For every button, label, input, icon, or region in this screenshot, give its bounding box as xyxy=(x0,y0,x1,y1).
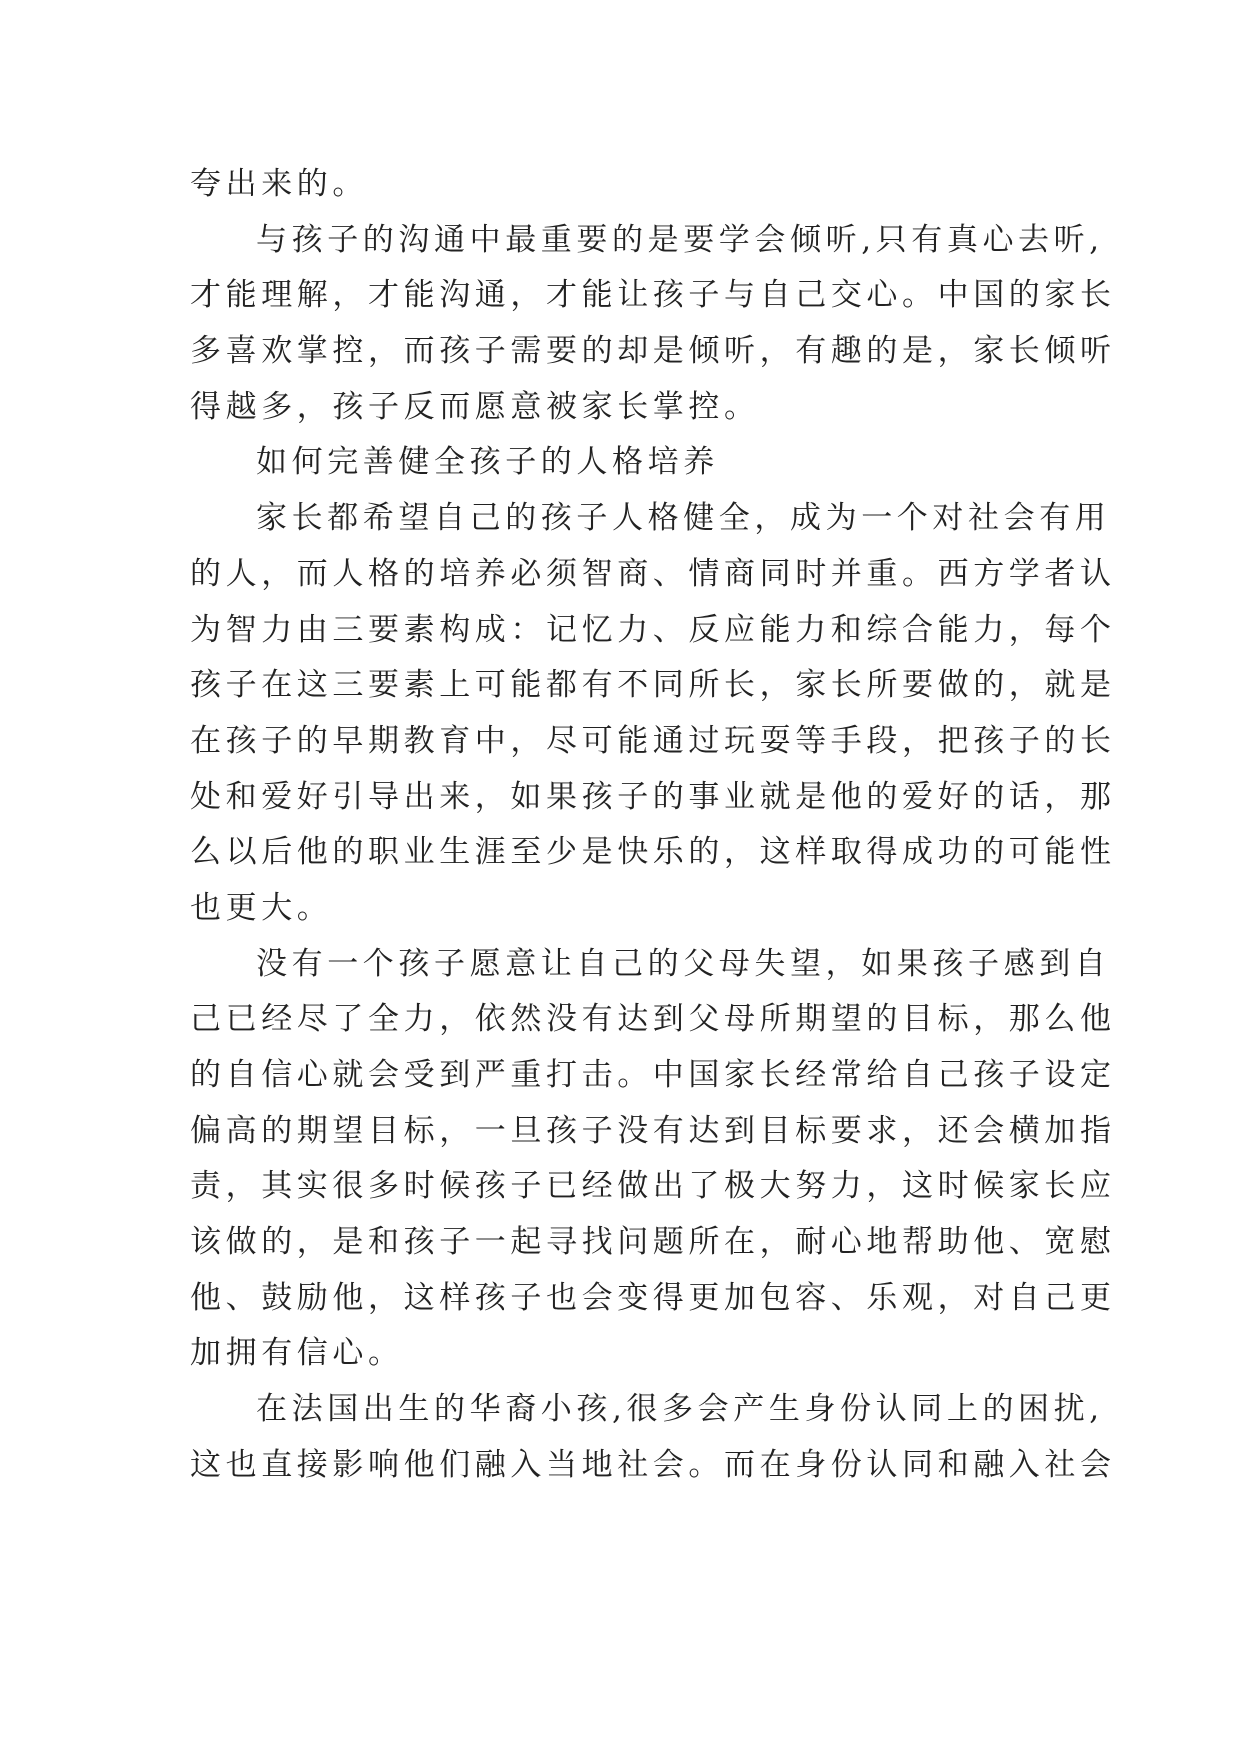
text-line-20: 该做的，是和孩子一起寻找问题所在，耐心地帮助他、宽慰 xyxy=(190,1224,1116,1261)
text-line-23: 在法国出生的华裔小孩,很多会产生身份认同上的困扰, xyxy=(256,1391,1104,1428)
text-line-5: 得越多，孩子反而愿意被家长掌控。 xyxy=(190,388,760,425)
text-line-12: 处和爱好引导出来，如果孩子的事业就是他的爱好的话，那 xyxy=(190,778,1116,815)
text-line-16: 己已经尽了全力，依然没有达到父母所期望的目标，那么他 xyxy=(190,1001,1116,1038)
text-line-24: 这也直接影响他们融入当地社会。而在身份认同和融入社会 xyxy=(190,1446,1116,1483)
text-line-19: 责，其实很多时候孩子已经做出了极大努力，这时候家长应 xyxy=(190,1168,1116,1205)
text-line-8: 的人，而人格的培养必须智商、情商同时并重。西方学者认 xyxy=(190,555,1116,592)
text-line-11: 在孩子的早期教育中，尽可能通过玩耍等手段，把孩子的长 xyxy=(190,722,1116,759)
text-line-10: 孩子在这三要素上可能都有不同所长，家长所要做的，就是 xyxy=(190,667,1116,704)
text-line-22: 加拥有信心。 xyxy=(190,1335,404,1372)
text-line-15: 没有一个孩子愿意让自己的父母失望，如果孩子感到自 xyxy=(256,945,1111,982)
text-line-3: 才能理解，才能沟通，才能让孩子与自己交心。中国的家长 xyxy=(190,277,1116,314)
body-text xyxy=(190,157,1116,1494)
text-line-21: 他、鼓励他，这样孩子也会变得更加包容、乐观，对自己更 xyxy=(190,1279,1116,1316)
text-line-4: 多喜欢掌控，而孩子需要的却是倾听，有趣的是，家长倾听 xyxy=(190,333,1116,370)
text-line-2: 与孩子的沟通中最重要的是要学会倾听,只有真心去听, xyxy=(256,221,1104,258)
text-line-9: 为智力由三要素构成：记忆力、反应能力和综合能力，每个 xyxy=(190,611,1116,648)
text-line-7: 家长都希望自己的孩子人格健全，成为一个对社会有用 xyxy=(256,500,1111,537)
text-line-14: 也更大。 xyxy=(190,889,333,926)
section-heading: 如何完善健全孩子的人格培养 xyxy=(256,444,719,481)
text-line-17: 的自信心就会受到严重打击。中国家长经常给自己孩子设定 xyxy=(190,1057,1116,1093)
text-line-1: 夸出来的。 xyxy=(190,166,368,202)
text-line-13: 么以后他的职业生涯至少是快乐的，这样取得成功的可能性 xyxy=(190,834,1116,871)
text-line-18: 偏高的期望目标，一旦孩子没有达到目标要求，还会横加指 xyxy=(190,1112,1116,1149)
